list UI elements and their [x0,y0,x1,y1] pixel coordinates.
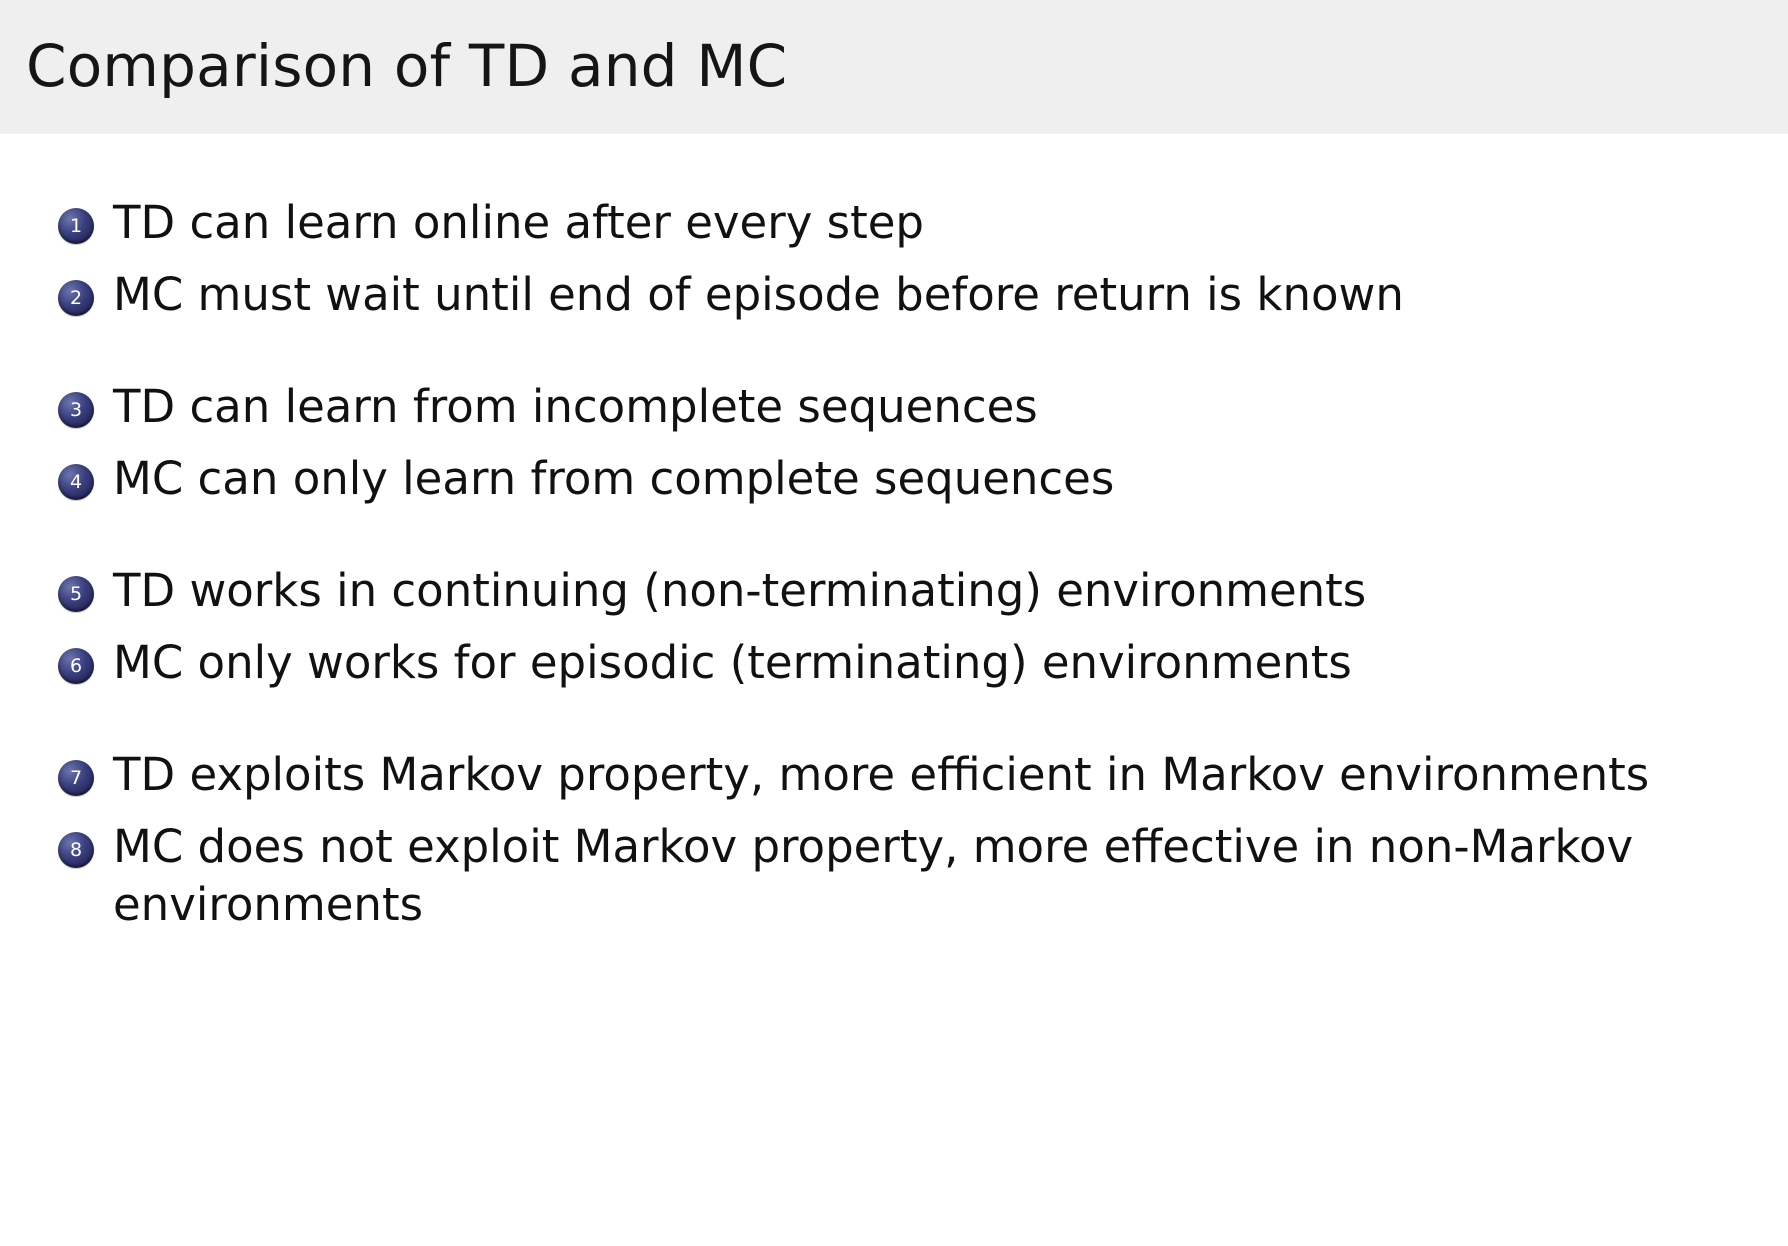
list-item-label: TD can learn from incomplete sequences [113,380,1038,433]
list-item [58,266,1748,325]
numbered-bullet-icon: 8 [58,832,94,868]
numbered-bullet-icon: 3 [58,392,94,428]
bullet-group [58,194,1748,324]
bullet-group [58,746,1748,935]
slide-title-bar [0,0,1788,134]
list-item-label: TD exploits Markov property, more efficient in Markov environments [113,748,1650,801]
list-item-label: MC can only learn from complete sequences [113,451,1115,505]
list-item-label: MC does not exploit Markov property, more effective in non-Markov environments [113,819,1634,931]
list-item-label: MC only works for episodic (terminating) environments [113,635,1352,689]
list-item-label: TD works in continuing (non-terminating) environments [113,564,1367,617]
numbered-bullet-icon: 1 [58,208,94,244]
list-item [58,194,1748,253]
page-title: Comparison of TD and MC [26,32,788,101]
bullet-group [58,562,1748,692]
slide-content [0,134,1788,935]
numbered-bullet-icon: 6 [58,648,94,684]
list-item-label: MC must wait until end of episode before return is known [113,267,1404,321]
list-item [58,450,1748,509]
list-item [58,746,1748,805]
numbered-bullet-icon: 2 [58,280,94,316]
list-item [58,378,1748,437]
numbered-bullet-icon: 7 [58,760,94,796]
list-item [58,562,1748,621]
list-item-label: TD can learn online after every step [113,196,924,249]
numbered-bullet-icon: 4 [58,464,94,500]
numbered-bullet-icon: 5 [58,576,94,612]
bullet-group [58,378,1748,508]
list-item [58,634,1748,693]
list-item [58,818,1748,935]
